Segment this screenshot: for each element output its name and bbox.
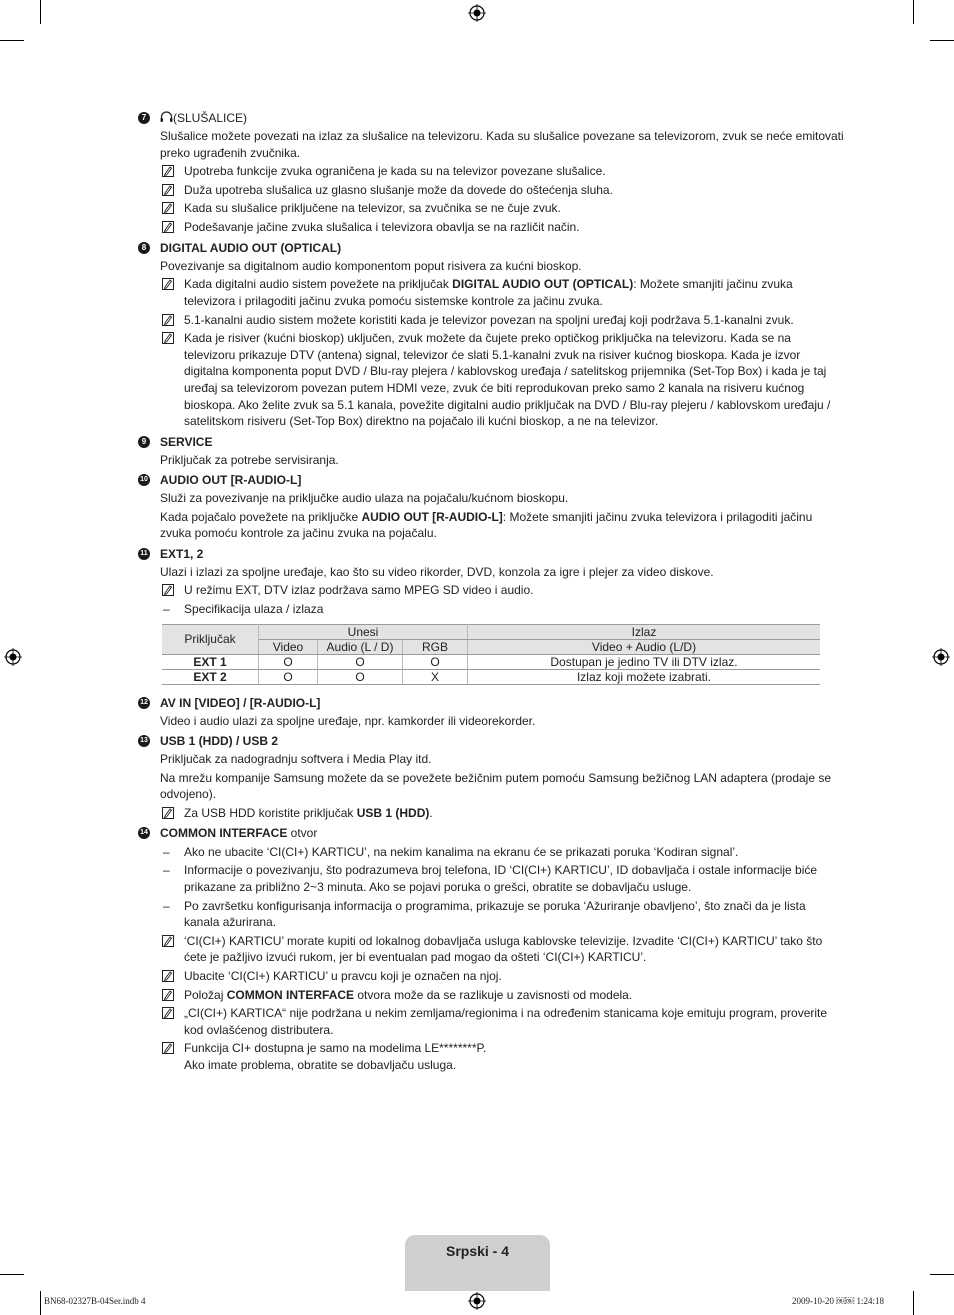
registration-mark-icon [468, 4, 486, 22]
dash-bullet: – [163, 602, 170, 617]
crop-mark [40, 1291, 41, 1315]
crop-mark [0, 1274, 24, 1275]
note: Kada je risiver (kućni bioskop) uključen, zvuk možete da čujete preko optičkog priključka na televizoru. Kada se na televizoru prikazuje DTV (antena) signal, televizor će slati 5.1-kanalni zvuk na risiver kućnog bioskopa. Kada je izvor digitalna komponenta poput DVD / Blu-ray plejera / kablovskog uređaja / satelitskog prijemnika (Set-Top Box) i kada je taj uređaj sa televizorom povezan putem HDMI veze, zvuk će biti reprodukovan preko samo 2 kanala na risiveru kućnog bioskopa. Ako želite zvuk sa 5.1 kanala, povežite digitalni audio priključak na DVD / Blu-ray plejeru / kablovskom uređaju / satelitskom risiveru (Set-Top Box) direktno na pojačalo ili kućni bioskop, a ne na televizor. [160, 330, 844, 430]
note: Položaj COMMON INTERFACE otvora može da se razlikuje u zavisnosti od modela. [160, 987, 844, 1004]
header-video: Video [259, 639, 318, 654]
cell-rgb: O [403, 654, 468, 669]
cell-video: O [259, 654, 318, 669]
cell-output: Izlaz koji možete izabrati. [468, 669, 821, 684]
section-title: COMMON INTERFACE otvor [160, 826, 318, 841]
dash-item: – Specifikacija ulaza / izlaza [163, 602, 324, 617]
note: „CI(CI+) KARTICA“ nije podržana u nekim zemljama/regionima i na određenim stanicama koje emituju program, proverite kod ovlašćenog distributera. [160, 1005, 844, 1038]
header-unesi: Unesi [259, 624, 468, 639]
section-text: Služi za povezivanje na priključke audio ulaza na pojačalu/kućnom bioskopu. [160, 491, 569, 506]
section-title: AV IN [VIDEO] / [R-AUDIO-L] [160, 695, 321, 710]
note: Funkcija CI+ dostupna je samo na modelima LE********P. Ako imate problema, obratite se dobavljaču usluga. [160, 1040, 844, 1073]
note-icon [162, 184, 174, 196]
section-text: Slušalice možete povezati na izlaz za slušalice na televizoru. Kada su slušalice povezane sa televizorom, zvuk se neće emitovati preko ugrađenih zvučnika. [160, 129, 844, 160]
note-icon [162, 202, 174, 214]
note: U režimu EXT, DTV izlaz podržava samo MPEG SD video i audio. [160, 582, 844, 599]
section-text: Povezivanje sa digitalnom audio komponentom poput risivera za kućni bioskop. [160, 258, 582, 273]
section-number: 11 [138, 548, 150, 560]
section-number: 14 [138, 827, 150, 839]
note-icon [162, 278, 174, 290]
note: Duža upotreba slušalica uz glasno slušanje može da dovede do oštećenja sluha. [160, 182, 844, 199]
note-icon [162, 1007, 174, 1019]
note-icon [162, 332, 174, 344]
section-number: 12 [138, 697, 150, 709]
section-title: AUDIO OUT [R-AUDIO-L] [160, 473, 302, 488]
cell-video: O [259, 669, 318, 684]
registration-mark-icon [932, 648, 950, 666]
cell-audio: O [318, 669, 403, 684]
registration-mark-icon [468, 1292, 486, 1310]
note-icon [162, 807, 174, 819]
crop-mark [930, 40, 954, 41]
note: ‘CI(CI+) KARTICU’ morate kupiti od lokalnog dobavljača usluga kablovske televizije. Izvadite ‘CI(CI+) KARTICU’ tako što ćete je pažljivo izvući rukom, jer bi eventualan pad mogao da ošteti ‘CI(CI+) KARTICU’. [160, 933, 844, 966]
crop-mark [40, 0, 41, 24]
section-number: 7 [138, 112, 150, 124]
section-headphones [138, 110, 844, 236]
note: Za USB HDD koristite priključak USB 1 (HDD). [160, 805, 844, 822]
section-text: Na mrežu kompanije Samsung možete da se povežete bežičnim putem pomoću Samsung bežičnog LAN adaptera (prodaje se odvojeno). [160, 770, 832, 802]
document-body [138, 110, 844, 1076]
section-service [138, 434, 844, 469]
section-digital-audio-out [138, 240, 844, 430]
spec-table [162, 624, 820, 685]
section-text: Video i audio ulazi za spoljne uređaje, npr. kamkorder ili videorekorder. [160, 713, 536, 728]
note: Podešavanje jačine zvuka slušalica i televizora obavlja se na različit način. [160, 219, 844, 236]
note-icon [162, 989, 174, 1001]
note-icon [162, 165, 174, 177]
crop-mark [930, 1274, 954, 1275]
section-title: SERVICE [160, 434, 213, 449]
dash-item: – Po završetku konfigurisanja informacija o programima, prikazuje se poruka ‘Ažuriranje obavljeno’, što znači da je lista kanala ažurirana. [163, 898, 806, 930]
section-common-interface [138, 825, 844, 1073]
header-rgb: RGB [403, 639, 468, 654]
header-audio: Audio (L / D) [318, 639, 403, 654]
section-usb [138, 733, 844, 821]
section-av-in [138, 695, 844, 730]
header-output: Video + Audio (L/D) [468, 639, 821, 654]
footer-timestamp: 2009-10-20 ￼￼ 1:24:18 [792, 1296, 884, 1306]
dash-bullet: – [163, 844, 170, 859]
dash-item: – Ako ne ubacite ‘CI(CI+) KARTICU’, na nekim kanalima na ekranu će se prikazati poruka ‘Kodiran signal’. [163, 844, 739, 859]
note: Upotreba funkcije zvuka ograničena je kada su na televizor povezane slušalice. [160, 163, 844, 180]
section-text: Kada pojačalo povežete na priključke AUDIO OUT [R-AUDIO-L]: Možete smanjiti jačinu zvuka televizora i prilagoditi jačinu zvuka pomoću kontrole za jačinu zvuka na pojačalu. [160, 509, 813, 541]
note-icon [162, 935, 174, 947]
note: 5.1-kanalni audio sistem možete koristiti kada je televizor povezan na spoljni uređaj koji podržava 5.1-kanalni zvuk. [160, 312, 844, 329]
cell-name: EXT 2 [162, 669, 259, 684]
note: Kada digitalni audio sistem povežete na priključak DIGITAL AUDIO OUT (OPTICAL): Možete smanjiti jačinu zvuka televizora i prilagoditi jačinu zvuka pomoću sistemske kontrole za jačinu zvuka. [160, 276, 844, 309]
section-number: 9 [138, 436, 150, 448]
cell-name: EXT 1 [162, 654, 259, 669]
cell-rgb: X [403, 669, 468, 684]
page-number-tab [405, 1235, 550, 1291]
section-ext [138, 546, 844, 685]
table-row [162, 669, 820, 684]
footer-file: BN68-02327B-04Ser.indb 4 [44, 1296, 146, 1306]
registration-mark-icon [4, 648, 22, 666]
headphones-icon [160, 111, 173, 123]
table-row [162, 654, 820, 669]
crop-mark [913, 1291, 914, 1315]
section-number: 13 [138, 735, 150, 747]
section-title: USB 1 (HDD) / USB 2 [160, 734, 279, 749]
note-icon [162, 584, 174, 596]
header-izlaz: Izlaz [468, 624, 821, 639]
section-text: Priključak za potrebe servisiranja. [160, 452, 339, 467]
crop-mark [913, 0, 914, 24]
header-prikljucak: Priključak [162, 624, 259, 654]
dash-bullet: – [163, 898, 170, 913]
dash-bullet: – [163, 863, 170, 878]
note-icon [162, 1042, 174, 1054]
table-header-row [162, 624, 820, 639]
section-title: (SLUŠALICE) [160, 110, 844, 127]
note-icon [162, 221, 174, 233]
crop-mark [0, 40, 24, 41]
note: Kada su slušalice priključene na televizor, sa zvučnika se ne čuje zvuk. [160, 200, 844, 217]
cell-output: Dostupan je jedino TV ili DTV izlaz. [468, 654, 821, 669]
dash-item: – Informacije o povezivanju, što podrazumeva broj telefona, ID ‘CI(CI+) KARTICU’, ID dobavljača i ostale informacije biće prikazane za približno 2~3 minuta. Ako se pojavi poruka o grešci, obratite se dobavljaču usluge. [163, 863, 818, 895]
page-number: Srpski - 4 [445, 1243, 510, 1259]
cell-audio: O [318, 654, 403, 669]
section-text: Priključak za nadogradnju softvera i Media Play itd. [160, 752, 432, 767]
note: Ubacite ‘CI(CI+) KARTICU’ u pravcu koji je označen na njoj. [160, 968, 844, 985]
section-audio-out [138, 472, 844, 541]
section-title: DIGITAL AUDIO OUT (OPTICAL) [160, 240, 342, 255]
note-icon [162, 970, 174, 982]
section-text: Ulazi i izlazi za spoljne uređaje, kao što su video rikorder, DVD, konzola za igre i plejer za video diskove. [160, 564, 714, 579]
table-subheader-row [162, 639, 820, 654]
section-number: 8 [138, 242, 150, 254]
section-title: EXT1, 2 [160, 546, 204, 561]
section-number: 10 [138, 474, 150, 486]
note-icon [162, 314, 174, 326]
